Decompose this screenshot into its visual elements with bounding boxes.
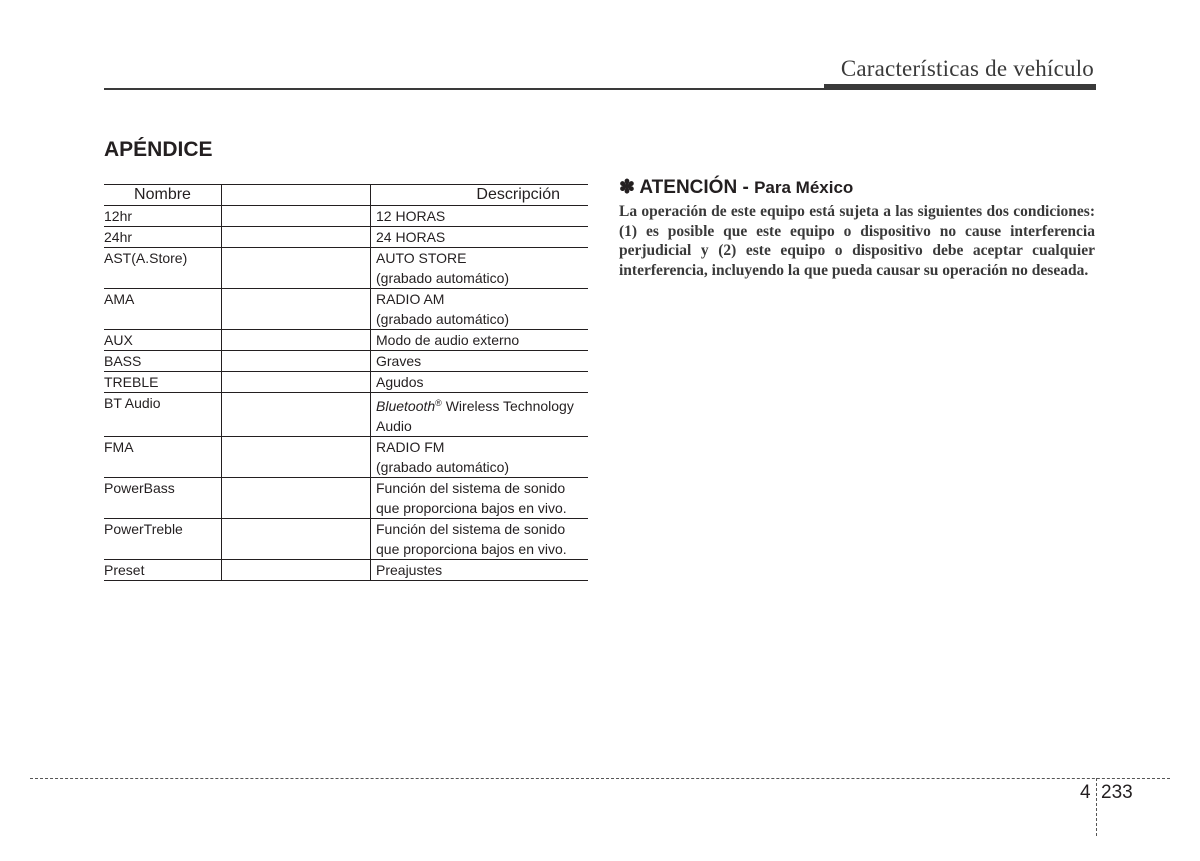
description-line: Función del sistema de sonido	[376, 480, 566, 496]
row-spacer	[222, 372, 371, 393]
table-row	[104, 560, 588, 581]
row-name: AMA	[104, 289, 222, 330]
row-description	[371, 372, 589, 393]
row-name: AST(A.Store)	[104, 248, 222, 289]
footer-divider	[1096, 778, 1097, 836]
table-row	[104, 227, 588, 248]
glossary-table-body	[104, 206, 588, 581]
row-name: FMA	[104, 437, 222, 478]
description-line: Modo de audio externo	[376, 332, 520, 348]
row-description	[371, 478, 589, 519]
section-heading: APÉNDICE	[104, 138, 213, 161]
registered-mark: ®	[435, 398, 442, 408]
row-name: Preset	[104, 560, 222, 581]
table-row	[104, 289, 588, 330]
description-line: que proporciona bajos en vivo.	[376, 541, 567, 557]
description-line: Audio	[376, 418, 412, 434]
page-header-title: Características de vehículo	[840, 56, 1094, 81]
glossary-table	[104, 184, 588, 581]
row-description	[371, 393, 589, 437]
row-spacer	[222, 351, 371, 372]
row-spacer	[222, 248, 371, 289]
description-line: 12 HORAS	[376, 208, 446, 224]
header-rule-accent	[824, 84, 1096, 90]
row-name: PowerTreble	[104, 519, 222, 560]
row-description	[371, 351, 589, 372]
row-spacer	[222, 437, 371, 478]
row-description	[371, 330, 589, 351]
description-line: (grabado automático)	[376, 270, 510, 286]
table-row	[104, 478, 588, 519]
description-line: Preajustes	[376, 562, 443, 578]
row-name: 12hr	[104, 206, 222, 227]
table-row	[104, 393, 588, 437]
column-header-name: Nombre	[104, 185, 222, 206]
footer-rule	[30, 778, 1170, 779]
description-line: RADIO FM	[376, 439, 445, 455]
table-row	[104, 206, 588, 227]
table-row	[104, 372, 588, 393]
row-name: BASS	[104, 351, 222, 372]
table-row	[104, 351, 588, 372]
row-description	[371, 519, 589, 560]
row-description	[371, 206, 589, 227]
row-spacer	[222, 393, 371, 437]
column-header-description: Descripción	[371, 185, 589, 206]
description-line: Función del sistema de sonido	[376, 521, 566, 537]
notice-box	[619, 176, 1095, 280]
row-description	[371, 289, 589, 330]
table-row	[104, 330, 588, 351]
row-name: AUX	[104, 330, 222, 351]
notice-title-main: ATENCIÓN	[639, 177, 738, 198]
row-spacer	[222, 289, 371, 330]
description-line: que proporciona bajos en vivo.	[376, 500, 567, 516]
row-spacer	[222, 206, 371, 227]
row-description	[371, 248, 589, 289]
row-description	[371, 437, 589, 478]
row-name: 24hr	[104, 227, 222, 248]
row-description	[371, 227, 589, 248]
description-text: Wireless Technology	[441, 398, 574, 414]
description-line: Agudos	[376, 374, 424, 390]
notice-body: La operación de este equipo está sujeta a las siguientes dos condiciones: (1) es posible que este equipo o dispositivo no cause interferencia perjudicial y (2) este equipo o dispositivo debe aceptar cualquier interferencia, incluyendo la que pueda causar su operación no deseada.	[619, 203, 1095, 279]
description-line: Graves	[376, 353, 422, 369]
column-header-spacer	[222, 185, 371, 206]
page-number: 233	[1101, 782, 1133, 803]
notice-title-separator: -	[737, 177, 755, 198]
notice-title	[619, 176, 1095, 202]
row-name: BT Audio	[104, 393, 222, 437]
description-line: AUTO STORE	[376, 250, 467, 266]
row-spacer	[222, 519, 371, 560]
row-spacer	[222, 478, 371, 519]
description-line: (grabado automático)	[376, 459, 510, 475]
description-line: 24 HORAS	[376, 229, 446, 245]
table-header-row	[104, 185, 588, 206]
row-spacer	[222, 330, 371, 351]
row-spacer	[222, 560, 371, 581]
row-spacer	[222, 227, 371, 248]
description-line: RADIO AM	[376, 291, 445, 307]
table-row	[104, 437, 588, 478]
description-line	[376, 393, 588, 416]
row-description	[371, 560, 589, 581]
row-name: TREBLE	[104, 372, 222, 393]
chapter-number: 4	[1080, 782, 1091, 803]
header-rule	[104, 88, 824, 90]
description-line: (grabado automático)	[376, 311, 510, 327]
notice-subtitle: Para México	[754, 178, 854, 197]
brand-name: Bluetooth	[376, 398, 436, 414]
asterisk-icon: ✽	[619, 177, 635, 198]
table-row	[104, 248, 588, 289]
row-name: PowerBass	[104, 478, 222, 519]
table-row	[104, 519, 588, 560]
